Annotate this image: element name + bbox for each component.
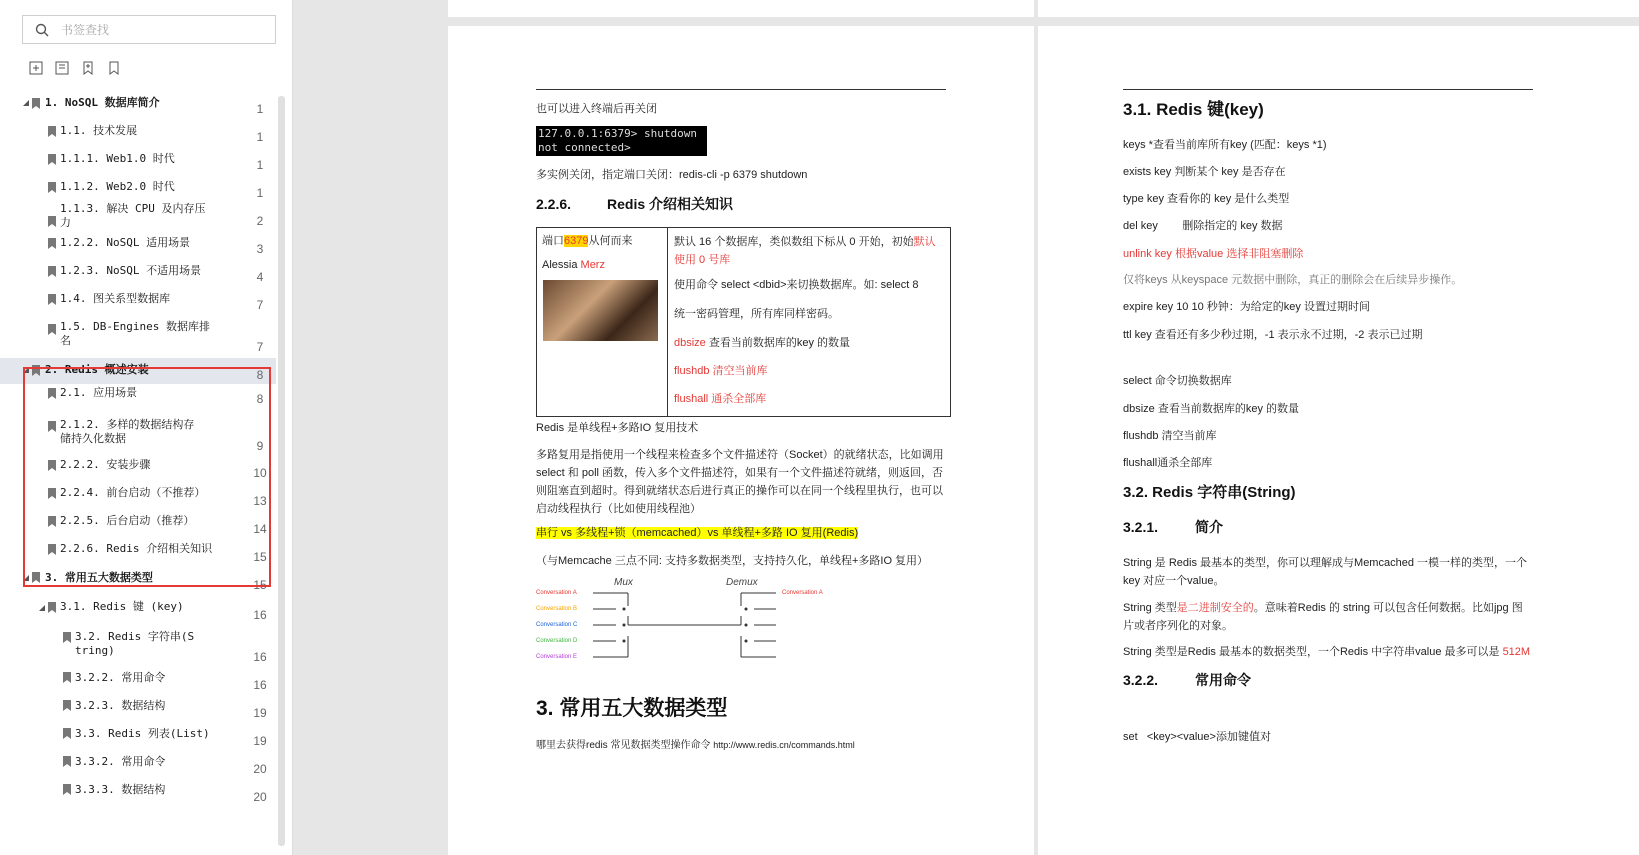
bookmark-icon — [48, 421, 56, 432]
bookmark-icon — [48, 488, 56, 499]
bookmark-icon — [48, 266, 56, 277]
bookmark-page: 1 — [256, 130, 264, 144]
bookmark-item[interactable] — [0, 780, 276, 808]
table-cell: flushdb 清空当前库 — [674, 365, 768, 377]
bookmark-icon — [63, 756, 71, 767]
bookmark-icon — [48, 388, 56, 399]
bookmark-item[interactable] — [0, 596, 276, 624]
bookmark-item[interactable] — [0, 262, 276, 290]
bookmark-search-input[interactable] — [59, 19, 263, 41]
text-line: select 命令切换数据库 — [1123, 375, 1232, 387]
bookmark-page: 13 — [253, 494, 267, 508]
bookmark-icon — [48, 324, 56, 335]
bookmark-page: 7 — [256, 340, 264, 354]
bookmark-item[interactable] — [0, 94, 276, 122]
bookmark-tree — [0, 94, 292, 855]
highlight-line: 串行 vs 多线程+锁（memcached）vs 单线程+多路 IO 复用(Redis) — [536, 527, 859, 539]
bookmark-label: 2.2.5. 后台启动（推荐） — [60, 514, 195, 527]
text-line: expire key 10 10 秒钟：为给定的key 设置过期时间 — [1123, 301, 1370, 313]
text-line: 仅将keys 从keyspace 元数据中删除，真正的删除会在后续异步操作。 — [1123, 274, 1463, 286]
section-number: 3.2.1. — [1123, 519, 1159, 535]
bookmark-search-box[interactable] — [22, 15, 276, 44]
bookmark-icon — [63, 632, 71, 643]
bookmark-page: 15 — [253, 578, 267, 592]
bookmark-icon — [48, 294, 56, 305]
text-line: exists key 判断某个 key 是否存在 — [1123, 166, 1286, 178]
diagram-label: Demux — [726, 577, 758, 588]
section-heading: 3.2. Redis 字符串(String) — [1123, 484, 1296, 501]
bookmark-label: 1.4. 图关系型数据库 — [60, 292, 171, 305]
bookmark-icon — [48, 238, 56, 249]
text-line: set <key><value>添加键值对 — [1123, 731, 1271, 743]
bookmark-page: 19 — [253, 734, 267, 748]
table-cell: 默认 16 个数据库，类似数组下标从 0 开始，初始默认使用 0 号库 — [674, 236, 936, 266]
bookmark-page: 16 — [253, 650, 267, 664]
bookmark-item[interactable] — [0, 668, 276, 696]
table-cell: 统一密码管理，所有库同样密码。 — [674, 308, 839, 320]
bookmark-page: 9 — [256, 439, 264, 453]
bookmark-icon — [63, 784, 71, 795]
sidebar-scrollbar[interactable] — [278, 96, 285, 846]
text-line: keys *查看当前库所有key (匹配：keys *1) — [1123, 139, 1327, 151]
text-line: del key 删除指定的 key 数据 — [1123, 220, 1283, 232]
bookmark-label: 2. Redis 概述安装 — [45, 363, 149, 376]
table-cell: 使用命令 select <dbid>来切换数据库。如: select 8 — [674, 279, 919, 291]
bookmark-page: 15 — [253, 550, 267, 564]
bookmark-label: 3.3.2. 常用命令 — [75, 755, 166, 768]
bookmark-page: 1 — [256, 102, 264, 116]
conversation-label: Conversation E — [536, 654, 578, 660]
expand-all-icon[interactable] — [28, 60, 44, 76]
bookmark-item[interactable] — [0, 624, 276, 668]
conversation-label: Conversation D — [536, 638, 578, 644]
paragraph: 多路复用是指使用一个线程来检查多个文件描述符（Socket）的就绪状态，比如调用 select 和 poll 函数，传入多个文件描述符，如果有一个文件描述符就绪，则返回，否则阻塞直到超时。得到就绪状态后进行真正的操作可以在同一个线程里执行，也可以启动线程执行（比如使用线程池） — [536, 449, 944, 515]
bookmark-label: 3.2.2. 常用命令 — [75, 671, 166, 684]
bookmark-label: 1.2.3. NoSQL 不适用场景 — [60, 264, 202, 277]
bookmark-item[interactable] — [0, 150, 276, 178]
bookmark-label: 1.1.1. Web1.0 时代 — [60, 152, 175, 165]
bookmark-label: 1.2.2. NoSQL 适用场景 — [60, 236, 191, 249]
bookmark-label: 3.3. Redis 列表(List) — [75, 727, 210, 740]
bookmark-label: 3.3.3. 数据结构 — [75, 783, 166, 796]
bookmark-item[interactable] — [0, 318, 276, 358]
bookmark-item[interactable] — [0, 234, 276, 262]
info-table — [536, 227, 951, 417]
bookmark-icon[interactable] — [106, 60, 122, 76]
text-line: 也可以进入终端后再关闭 — [536, 103, 657, 115]
bookmark-item[interactable] — [0, 752, 276, 780]
conversation-label: Conversation C — [536, 622, 578, 628]
add-bookmark-icon[interactable] — [80, 60, 96, 76]
section-title: 常用命令 — [1195, 672, 1251, 688]
bookmark-item[interactable] — [0, 456, 276, 484]
bookmark-icon — [32, 572, 40, 583]
table-cell: dbsize 查看当前数据库的key 的数量 — [674, 337, 851, 349]
bookmark-page: 3 — [256, 242, 264, 256]
bookmark-label: 3.2. Redis 字符串(String) — [75, 630, 195, 657]
bookmark-item[interactable] — [0, 202, 276, 234]
pdf-page-left — [448, 26, 1034, 855]
bookmark-icon — [48, 154, 56, 165]
bookmark-label: 3.1. Redis 键 (key) — [60, 600, 184, 613]
bookmark-item[interactable] — [0, 122, 276, 150]
section-title: Redis 介绍相关知识 — [607, 196, 734, 212]
bookmark-icon — [48, 460, 56, 471]
bookmark-icon — [48, 602, 56, 613]
bookmark-icon — [48, 216, 56, 227]
bookmark-item[interactable] — [0, 696, 276, 724]
bookmark-label: 3.2.3. 数据结构 — [75, 699, 166, 712]
bookmark-item[interactable] — [0, 540, 276, 568]
table-cell: Alessia Merz — [542, 259, 605, 271]
conversation-label: Conversation A — [782, 590, 823, 596]
bookmark-page: 20 — [253, 762, 267, 776]
section-number: 3.2.2. — [1123, 672, 1159, 688]
collapse-arrow-icon[interactable] — [22, 366, 30, 374]
bookmark-page: 7 — [256, 298, 264, 312]
bookmark-page: 19 — [253, 706, 267, 720]
header-rule — [536, 89, 946, 90]
text-line: dbsize 查看当前数据库的key 的数量 — [1123, 403, 1300, 415]
table-cell: flushall 通杀全部库 — [674, 393, 767, 405]
section-title: 简介 — [1195, 519, 1223, 535]
bookmark-icon — [48, 126, 56, 137]
text-line: flushdb 清空当前库 — [1123, 430, 1217, 442]
document-viewer[interactable] — [293, 0, 1639, 855]
bookmark-panel — [0, 0, 293, 855]
bookmark-item[interactable] — [0, 290, 276, 318]
bookmark-icon — [63, 728, 71, 739]
bookmark-label: 2.2.2. 安装步骤 — [60, 458, 151, 471]
conversation-label: Conversation B — [536, 606, 578, 612]
text-line: 哪里去获得redis 常见数据类型操作命令 http://www.redis.cn/commands.html — [536, 740, 855, 751]
bookmark-icon — [63, 672, 71, 683]
collapse-arrow-icon[interactable] — [38, 604, 46, 612]
section-number: 2.2.6. — [536, 196, 572, 212]
bookmark-page: 8 — [256, 392, 264, 406]
bookmark-label: 1.5. DB-Engines 数据库排名 — [60, 320, 210, 347]
bookmark-item[interactable] — [0, 412, 276, 456]
bookmark-label: 1.1.3. 解决 CPU 及内存压力 — [60, 202, 206, 229]
bookmark-page: 1 — [256, 186, 264, 200]
bookmark-page: 16 — [253, 678, 267, 692]
bookmark-label: 1. NoSQL 数据库简介 — [45, 96, 160, 109]
header-rule — [1123, 89, 1533, 90]
bookmark-page: 4 — [256, 270, 264, 284]
table-divider — [667, 228, 668, 416]
conversation-label: Conversation A — [536, 590, 577, 596]
bookmark-label: 1.1.2. Web2.0 时代 — [60, 180, 175, 193]
bookmark-icon — [32, 98, 40, 109]
terminal-screenshot — [536, 126, 707, 156]
bookmark-icon — [32, 365, 40, 376]
text-line: 多实例关闭，指定端口关闭：redis-cli -p 6379 shutdown — [536, 169, 808, 181]
bookmark-item-selected[interactable] — [0, 358, 276, 384]
bookmark-page: 20 — [253, 790, 267, 804]
diagram-label: Mux — [614, 577, 633, 588]
text-line: flushall通杀全部库 — [1123, 457, 1213, 469]
bookmark-item[interactable] — [0, 484, 276, 512]
bookmark-page: 2 — [256, 214, 264, 228]
pdf-page-right — [1038, 26, 1639, 855]
bookmark-icon — [63, 700, 71, 711]
terminal-line: 127.0.0.1:6379> shutdown — [538, 127, 697, 140]
section-heading: 3.1. Redis 键(key) — [1123, 100, 1264, 119]
text-line: String 类型是Redis 最基本的数据类型，一个Redis 中字符串value 最多可以是 512M — [1123, 646, 1531, 658]
portrait-image — [543, 280, 658, 341]
bookmark-item[interactable] — [0, 568, 276, 596]
bookmark-item[interactable] — [0, 512, 276, 540]
previous-page-left — [448, 0, 1034, 17]
mux-diagram — [536, 576, 836, 666]
bookmark-label: 2.2.4. 前台启动（不推荐） — [60, 486, 206, 499]
search-icon — [35, 23, 49, 37]
previous-page-right — [1038, 0, 1639, 17]
chapter-heading: 3. 常用五大数据类型 — [536, 697, 728, 720]
bookmark-item[interactable] — [0, 724, 276, 752]
collapse-all-icon[interactable] — [54, 60, 70, 76]
bookmark-label: 1.1. 技术发展 — [60, 124, 138, 137]
table-cell: 端口6379从何而来 — [542, 235, 633, 247]
bookmark-label: 2.2.6. Redis 介绍相关知识 — [60, 542, 213, 555]
paragraph: String 类型是二进制安全的。意味着Redis 的 string 可以包含任何数据。比如jpg 图片或者序列化的对象。 — [1123, 602, 1523, 632]
bookmark-icon — [48, 516, 56, 527]
paragraph: String 是 Redis 最基本的类型，你可以理解成与Memcached 一模一样的类型，一个key 对应一个value。 — [1123, 557, 1527, 587]
bookmark-page: 14 — [253, 522, 267, 536]
text-line: （与Memcache 三点不同: 支持多数据类型，支持持久化，单线程+多路IO 复用） — [536, 555, 929, 567]
text-line: Redis 是单线程+多路IO 复用技术 — [536, 422, 699, 434]
collapse-arrow-icon[interactable] — [22, 574, 30, 582]
collapse-arrow-icon[interactable] — [22, 99, 30, 107]
bookmark-icon — [48, 182, 56, 193]
bookmark-page: 1 — [256, 158, 264, 172]
bookmark-label: 2.1.2. 多样的数据结构存储持久化数据 — [60, 418, 195, 445]
bookmark-icon — [48, 544, 56, 555]
bookmark-item[interactable] — [0, 384, 276, 412]
bookmark-label: 2.1. 应用场景 — [60, 386, 138, 399]
bookmark-label: 3. 常用五大数据类型 — [45, 571, 153, 584]
bookmark-page: 16 — [253, 608, 267, 622]
text-line: ttl key 查看还有多少秒过期，-1 表示永不过期，-2 表示已过期 — [1123, 329, 1423, 341]
mux-lines — [536, 576, 836, 666]
terminal-line: not connected> — [538, 141, 631, 154]
text-line: type key 查看你的 key 是什么类型 — [1123, 193, 1290, 205]
text-line: unlink key 根据value 选择非阻塞删除 — [1123, 248, 1304, 260]
bookmark-page: 10 — [253, 466, 267, 480]
bookmark-page: 8 — [256, 368, 264, 382]
